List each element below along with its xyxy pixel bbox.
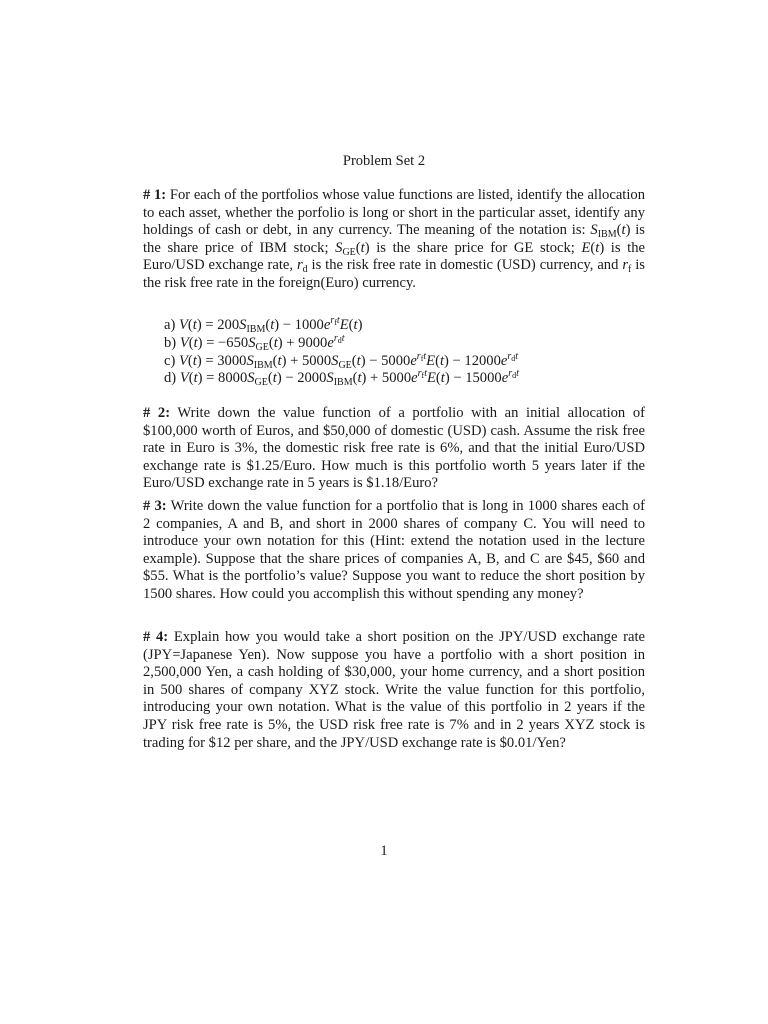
problem-2-label: # 2: [143,405,171,421]
formula-a: a) $V(t) = 200S_{IBM}(t) - 1000e^{r_ft}E(t)$ [164,315,363,335]
problem-4-label: # 4: [143,629,169,645]
formula-c: c) $V(t) = 3000S_{IBM}(t) + 5000S_{GE}(t) - 5000e^{r_ft}E(t) - 12000e^{r_dt}$ [164,350,519,371]
problem-4-text: Explain how you would take a short position on the JPY/USD exchange rate (JPY=Japanese Yen). Now suppose you have a portfolio with a short position in 2,500,000 Yen, a cash holding of $30,000, your home currency, and a short position in 500 shares of company XYZ stock. Write the value function for this portfolio, introducing your own notation. What is the value of this portfolio in 2 years if the JPY risk free rate is 5%, the USD risk free rate is 7% and in 2 years XYZ stock is trading for $12 per share, and the JPY/USD exchange rate is $0.01/Yen? [143,629,646,751]
problem-1-text: # 1: For each of the portfolios whose value functions are listed, identify the allocation to each asset, whether the porfolio is long or short in the particular asset, identify any holdings of cash or debt, in any currency. The meaning of the notation is: $S_{IBM}(t)$ is the share price of IBM stock; $S_{GE}(t)$ is the share price for GE stock; E(t) is the Euro/USD exchange rate, $r_d$ is the risk free rate in domestic (USD) currency, and $r_f$ is the risk free rate in the foreign(Euro) currency. [143,187,645,291]
problem-1-label: # 1: [143,187,167,203]
page-title: Problem Set 2 [342,153,426,169]
problem-1 [143,187,645,293]
problem-3-label: # 3: [143,498,167,514]
problem-2-text: Write down the value function of a portfolio with an initial allocation of $100,000 worth of Euros, and $50,000 of domestic (USD) cash. Assume the risk free rate in Euro is 3%, the domestic risk free rate is 6%, and that the initial Euro/USD exchange rate is $1.25/Euro. How much is this portfolio worth 5 years later if the Euro/USD exchange rate in 5 years is $1.18/Euro? [143,405,645,492]
problem-2 [143,405,645,493]
formula-b: b) $V(t) = -650S_{GE}(t) + 9000e^{r_dt}$ [164,332,345,353]
problem-4 [143,629,645,752]
page-number: 1 [380,843,388,859]
problem-3 [143,498,645,604]
problem-1-formulas [164,317,519,388]
formula-d: d) $V(t) = 8000S_{GE}(t) - 2000S_{IBM}(t) + 5000e^{r_ft}E(t) - 15000e^{r_dt}$ [164,368,519,389]
problem-3-text: Write down the value function for a portfolio that is long in 1000 shares each of 2 companies, A and B, and short in 2000 shares of company C. You will need to introduce your own notation for this (Hint: extend the notation used in the lecture example). Suppose that the share prices of companies A, B, and C are $45, $60 and $55. What is the portfolio’s value? Suppose you want to reduce the short position by 1500 shares. How could you accomplish this without spending any money? [143,498,645,602]
